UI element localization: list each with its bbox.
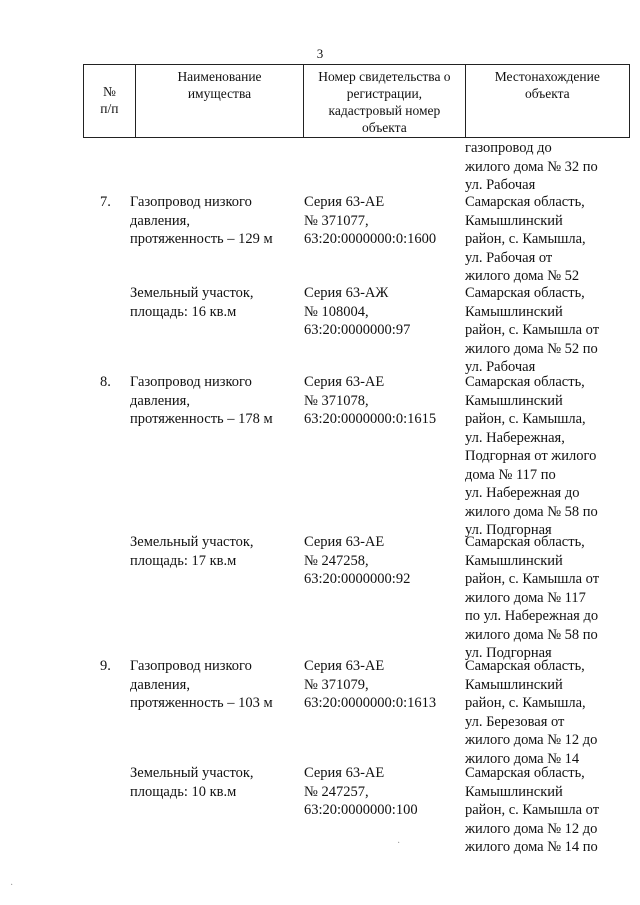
- row-number: 8.: [100, 374, 111, 390]
- header-reg: [304, 65, 465, 137]
- scan-speck: ·: [397, 838, 401, 849]
- table-header: [83, 64, 630, 138]
- registration-number: Серия 63-АЕ № 371079, 63:20:0000000:0:1613: [304, 658, 437, 711]
- property-location: Самарская область, Камышлинский район, с. Камышла от жилого дома № 117 по ул. Набережная до жилого дома № 58 по ул. Подгорная: [465, 534, 600, 661]
- property-location: Самарская область, Камышлинский район, с. Камышла, ул. Рабочая от жилого дома № 52: [465, 194, 586, 284]
- header-name: [136, 65, 304, 137]
- property-name: Газопровод низкого давления, протяженность – 178 м: [130, 374, 273, 427]
- registration-number: Серия 63-АЕ № 371078, 63:20:0000000:0:1615: [304, 374, 437, 427]
- header-num: [84, 65, 136, 137]
- property-location: Самарская область, Камышлинский район, с. Камышла, ул. Березовая от жилого дома № 12 до жилого дома № 14: [465, 658, 598, 767]
- property-location: Самарская область, Камышлинский район, с. Камышла от жилого дома № 52 по ул. Рабочая: [465, 285, 600, 375]
- header-name-text: Наименование имущества: [177, 69, 262, 101]
- row-number: 9.: [100, 658, 111, 674]
- property-location: Самарская область, Камышлинский район, с. Камышла, ул. Набережная, Подгорная от жилого дома № 117 по ул. Набережная до жилого дома № 58 по ул. Подгорная: [465, 374, 598, 538]
- scan-speck: ·: [10, 880, 14, 891]
- property-name: Земельный участок, площадь: 16 кв.м: [130, 285, 254, 320]
- property-name: Газопровод низкого давления, протяженность – 129 м: [130, 194, 273, 247]
- property-name: Газопровод низкого давления, протяженность – 103 м: [130, 658, 273, 711]
- registration-number: Серия 63-АЕ № 247257, 63:20:0000000:100: [304, 765, 418, 818]
- header-reg-text: Номер свидетельства о регистрации, кадастровый номер объекта: [318, 69, 451, 135]
- header-num-text: № п/п: [100, 84, 119, 116]
- registration-number: Серия 63-АЖ № 108004, 63:20:0000000:97: [304, 285, 411, 338]
- registration-number: Серия 63-АЕ № 247258, 63:20:0000000:92: [304, 534, 411, 587]
- page-number: 3: [316, 46, 324, 61]
- header-loc-text: Местонахождение объекта: [494, 69, 600, 101]
- continued-location: газопровод до жилого дома № 32 по ул. Рабочая: [465, 140, 598, 193]
- header-loc: [466, 65, 629, 137]
- property-location: Самарская область, Камышлинский район, с. Камышла от жилого дома № 12 до жилого дома № 14 по: [465, 765, 600, 855]
- registration-number: Серия 63-АЕ № 371077, 63:20:0000000:0:1600: [304, 194, 437, 247]
- property-name: Земельный участок, площадь: 10 кв.м: [130, 765, 254, 800]
- property-name: Земельный участок, площадь: 17 кв.м: [130, 534, 254, 569]
- row-number: 7.: [100, 194, 111, 210]
